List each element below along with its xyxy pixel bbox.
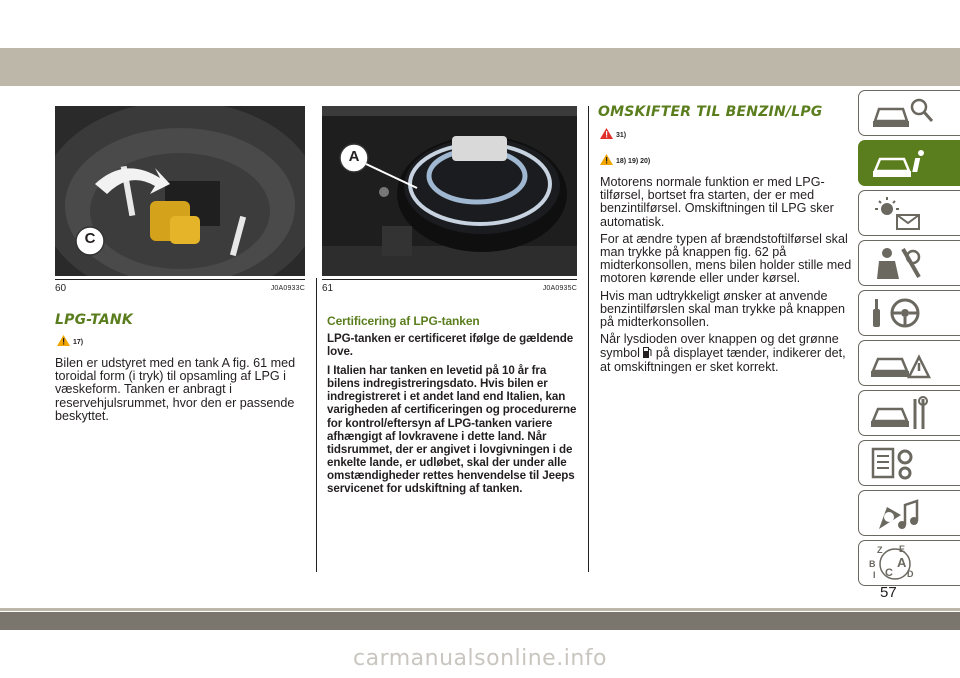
warning-triangle-icon — [600, 154, 613, 165]
index-letter: E — [899, 544, 906, 554]
lpg-tank-paragraph — [55, 357, 307, 427]
index-letter: Z — [877, 545, 883, 555]
index-letter: B — [869, 559, 876, 569]
page-number: 57 — [880, 584, 897, 601]
column-divider — [316, 278, 317, 572]
tab-warning-lights[interactable] — [858, 190, 960, 236]
technical-data-icon — [869, 445, 949, 483]
warning-triangle-icon — [57, 335, 70, 346]
footer-band-line — [0, 608, 960, 611]
tab-car-info[interactable] — [858, 140, 960, 186]
figure-code: J0A0933C — [270, 284, 305, 292]
figure-60-caption — [55, 279, 305, 293]
figure-61-caption — [322, 279, 577, 293]
tab-index[interactable] — [858, 540, 960, 586]
index-letter: D — [907, 569, 914, 579]
warning-reference — [57, 335, 83, 346]
figure-code: J0A0935C — [542, 284, 577, 292]
warning-reference — [600, 128, 626, 139]
paragraph: Bilen er udstyret med en tank A fig. 61 med toroidal form (i tryk) til opsamling af LPG i væskeform. Tanken er anbragt i reservehjulsrummet, hvor den er passende beskyttet. — [55, 356, 296, 423]
text-fragment: Når lysdioden over knappen og det grønne symbol — [600, 332, 839, 361]
index-letter: A — [897, 555, 907, 570]
warning-ref-number: 31) — [616, 132, 627, 139]
warning-ref-number: 18) 19) 20) — [616, 158, 651, 165]
figure-60-photo — [55, 106, 305, 276]
section-heading-fuel-switch: OMSKIFTER TIL BENZIN/LPG — [598, 104, 823, 120]
column-divider — [588, 106, 589, 572]
dashboard-icon — [869, 95, 949, 133]
callout-c: C — [84, 230, 96, 247]
fuel-switch-text — [600, 176, 852, 378]
tab-dashboard[interactable] — [858, 90, 960, 136]
paragraph: Motorens normale funktion er med LPG-tilførsel, bortset fra starten, der er med benzintilførsel. Omskiftningen til LPG sker automatisk. — [600, 175, 834, 229]
starting-driving-icon — [869, 295, 949, 333]
figure-number: 61 — [322, 282, 334, 294]
multimedia-icon — [869, 495, 949, 533]
warning-ref-number: 17) — [73, 339, 84, 346]
watermark: carmanualsonline.info — [353, 646, 607, 671]
paragraph: I Italien har tanken en levetid på 10 år fra bilens indregistreringsdato. Hvis bilen er indregistreret i et andet land end Italien, kan varigheden af certificeringen og procedurerne for kontrol/eftersyn af LPG-tanken variere afhængigt af lovkravene i dette land. Når tidsrummet, der er angivet i lovgivningen i de enkelte lande, er udløbet, skal der under alle omstændigheder rettes henvendelse til Jeeps servicenet for udskiftning af tanken. — [327, 364, 577, 496]
emergency-icon — [869, 345, 949, 383]
header-band — [0, 48, 960, 86]
warning-lights-icon — [869, 195, 949, 233]
subheading-certification: Certificering af LPG-tanken — [327, 314, 480, 328]
index-letter: I — [873, 570, 876, 580]
car-info-icon — [869, 145, 949, 183]
figure-61-photo — [322, 106, 577, 276]
tab-emergency[interactable] — [858, 340, 960, 386]
tab-technical-data[interactable] — [858, 440, 960, 486]
safety-icon — [869, 245, 949, 283]
warning-reference — [600, 154, 650, 165]
tab-multimedia[interactable] — [858, 490, 960, 536]
index-letter: C — [885, 567, 893, 579]
paragraph: For at ændre typen af brændstoftilførsel skal man trykke på knappen fig. 62 på midterkonsollen, mens bilen holder stille med motoren kørende eller under kørsel. — [600, 231, 852, 286]
servicing-icon — [869, 395, 949, 433]
text-fragment: på displayet tænder, indikerer det, at omskiftningen er sket korrekt. — [600, 346, 846, 374]
warning-triangle-icon — [600, 128, 613, 139]
paragraph: LPG-tanken er certificeret ifølge de gældende love. — [327, 332, 574, 359]
tab-servicing[interactable] — [858, 390, 960, 436]
paragraph: Hvis man udtrykkeligt ønsker at anvende benzintilførslen skal man trykke på knappen på midterkonsollen. — [600, 288, 846, 330]
section-heading-lpg-tank: LPG-TANK — [55, 312, 133, 328]
footer-band — [0, 612, 960, 630]
certification-text — [327, 332, 579, 495]
paragraph — [600, 333, 852, 374]
callout-a: A — [348, 148, 360, 165]
header-band-line — [0, 86, 960, 89]
figure-number: 60 — [55, 282, 67, 294]
tab-safety[interactable] — [858, 240, 960, 286]
tab-starting-driving[interactable] — [858, 290, 960, 336]
